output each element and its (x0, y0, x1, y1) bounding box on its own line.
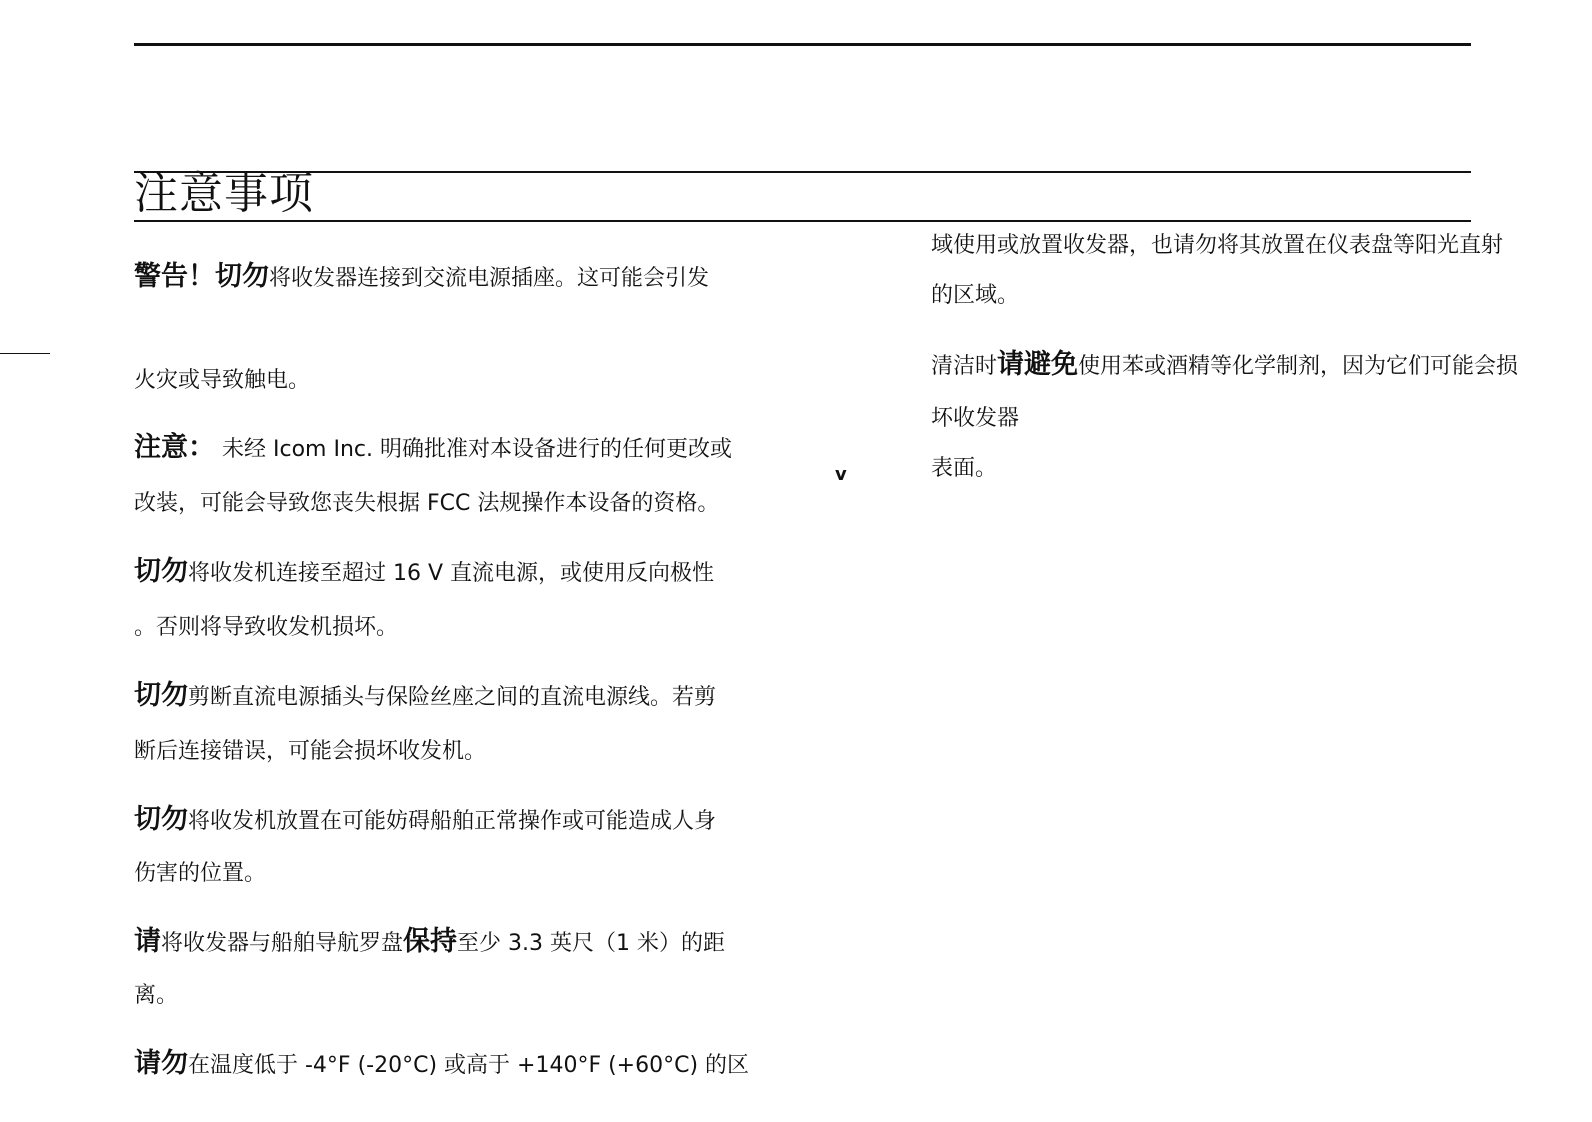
cleaning-line-3: 表面。 (931, 456, 998, 481)
compass-line-2: 离。 (134, 983, 179, 1008)
compass-line-1 (134, 927, 725, 959)
warning-line-2: 火灾或导致触电。 (134, 368, 311, 393)
cleaning-line-1 (931, 350, 1518, 382)
temperature-line-1 (134, 1049, 749, 1081)
margin-tick-mark (0, 353, 50, 354)
cleaning-line-2: 坏收发器 (931, 406, 1020, 431)
dc-polarity-line-1 (134, 557, 714, 589)
warning-text: 将收发器连接到交流电源插座。这可能会引发 (269, 266, 710, 291)
temperature-cont-line-1: 域使用或放置收发器，也请勿将其放置在仪表盘等阳光直射 (931, 233, 1504, 258)
dc-polarity-text: 将收发机连接至超过 16 V 直流电源，或使用反向极性 (188, 561, 715, 586)
page-title: 注意事项 (134, 168, 314, 219)
top-rule (134, 43, 1471, 46)
warning-label: 警告！ (134, 261, 215, 292)
title-bottom-rule (134, 220, 1471, 222)
dc-polarity-emphasis: 切勿 (134, 556, 188, 587)
placement-line-1 (134, 805, 716, 837)
dc-cable-emphasis: 切勿 (134, 680, 188, 711)
cleaning-text-a: 清洁时 (931, 354, 998, 379)
caution-line-2: 改装，可能会导致您丧失根据 FCC 法规操作本设备的资格。 (134, 491, 720, 516)
temperature-cont-line-2: 的区域。 (931, 283, 1020, 308)
warning-emphasis: 切勿 (215, 261, 269, 292)
compass-text-b: 至少 3.3 英尺（1 米）的距 (457, 931, 725, 956)
dc-cable-text: 剪断直流电源插头与保险丝座之间的直流电源线。若剪 (188, 685, 717, 710)
warning-line-1 (134, 262, 709, 294)
dc-cable-line-2: 断后连接错误，可能会损坏收发机。 (134, 739, 487, 764)
placement-emphasis: 切勿 (134, 804, 188, 835)
cleaning-emphasis: 请避免 (997, 349, 1079, 380)
caution-text: 未经 Icom Inc. 明确批准对本设备进行的任何更改或 (215, 437, 732, 462)
dc-cable-line-1 (134, 681, 716, 713)
compass-emphasis-1: 请 (134, 926, 161, 957)
caution-label: 注意： (134, 432, 215, 463)
placement-line-2: 伤害的位置。 (134, 861, 267, 886)
compass-text-a: 将收发器与船舶导航罗盘 (161, 931, 404, 956)
page-number: v (835, 464, 847, 485)
title-top-rule (134, 171, 1471, 173)
temperature-text: 在温度低于 -4°F (-20°C) 或高于 +140°F (+60°C) 的区 (188, 1053, 750, 1078)
caution-line-1 (134, 433, 732, 465)
placement-text: 将收发机放置在可能妨碍船舶正常操作或可能造成人身 (188, 809, 717, 834)
dc-polarity-line-2: 。否则将导致收发机损坏。 (134, 615, 399, 640)
cleaning-text-b: 使用苯或酒精等化学制剂，因为它们可能会损 (1078, 354, 1519, 379)
temperature-emphasis: 请勿 (134, 1048, 188, 1079)
compass-emphasis-2: 保持 (403, 926, 458, 957)
